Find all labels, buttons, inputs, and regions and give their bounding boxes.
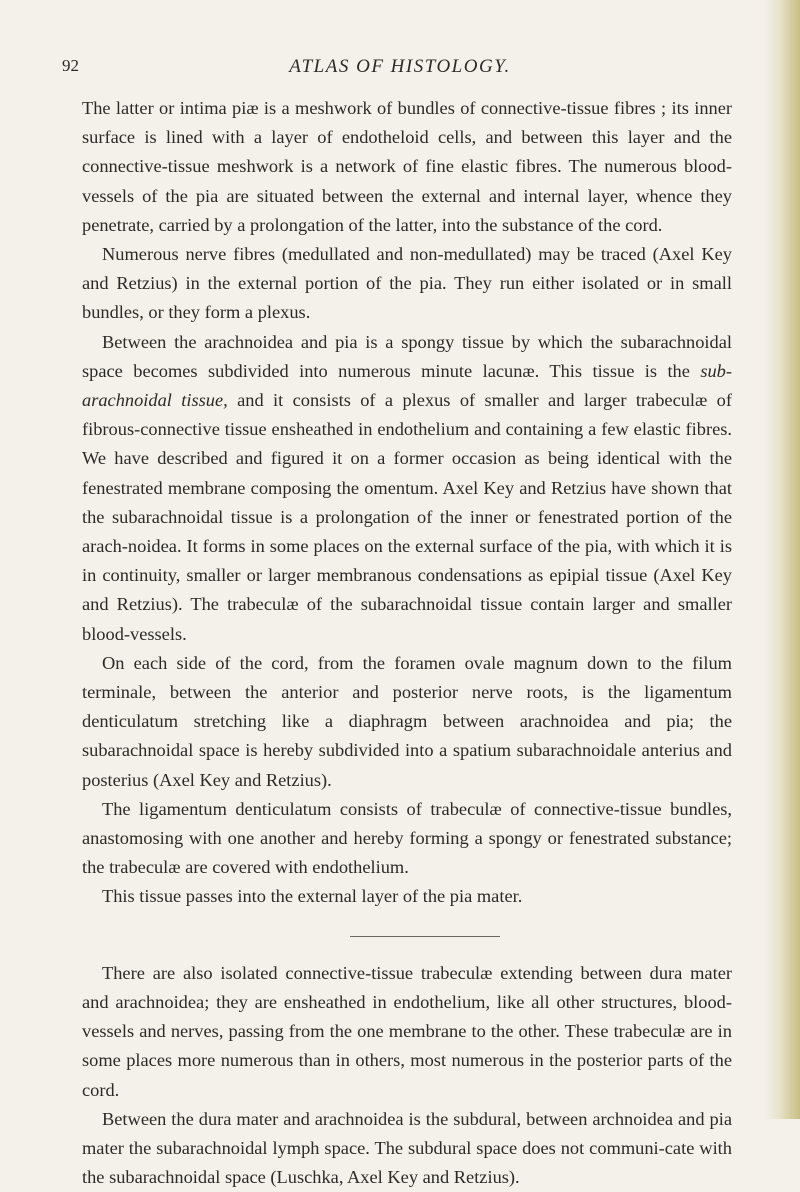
page-header xyxy=(62,56,738,84)
page-number: 92 xyxy=(62,56,79,75)
running-title: ATLAS OF HISTOLOGY. xyxy=(289,56,511,77)
paragraph-intima: The latter or intima piæ is a meshwork of bundles of connective-tissue fibres ; its inner surface is lined with a layer of endotheloid cells, and between this layer and the connective-tissue meshwork is a network of fine elastic fibres. The numerous blood-vessels of the pia are situated between the external and internal layer, whence they penetrate, carried by a prolongation of the latter, into the substance of the cord. xyxy=(82,98,732,235)
paragraph-text-end: and it consists of a plexus of smaller and larger trabeculæ of fibrous-connective tissue ensheathed in endothelium and containing a few elastic fibres. We have described and figured it on a former occasion as being identical with the fenestrated membrane composing the omentum. Axel Key and Retzius have shown that the subarachnoidal tissue is a prolongation of the inner or fenestrated portion of the arach-noidea. It forms in some places on the external surface of the pia, with which it is in continuity, smaller or larger membranous condensations as epipial tissue (Axel Key and Retzius). The trabeculæ of the subarachnoidal tissue contain larger and smaller blood-vessels. xyxy=(82,390,732,644)
page-edge-shadow xyxy=(764,0,800,1119)
paragraph-subarachnoidal-tissue xyxy=(82,328,732,649)
body-text xyxy=(82,94,732,1192)
paragraph-nerve-fibres: Numerous nerve fibres (medullated and non-medullated) may be traced (Axel Key and Retzius) in the external portion of the pia. They run either isolated or in small bundles, or they form a plexus. xyxy=(82,244,732,323)
paragraph-isolated-trabeculae: There are also isolated connective-tissue trabeculæ extending between dura mater and arachnoidea; they are ensheathed in endothelium, like all other structures, blood-vessels and nerves, passing from the one membrane to the other. These trabeculæ are in some places more numerous than in others, most numerous in the posterior parts of the cord. xyxy=(82,962,732,1100)
section-divider xyxy=(350,936,500,937)
italic-term: sub-arachnoidal tissue, xyxy=(82,360,732,411)
paragraph-ligamentum-structure: The ligamentum denticulatum consists of trabeculæ of connective-tissue bundles, anastomosing with one another and hereby forming a spongy or fenestrated substance; the trabeculæ are covered with endothelium. xyxy=(82,798,732,878)
paragraph-ligamentum: On each side of the cord, from the foramen ovale magnum down to the filum terminale, between the anterior and posterior nerve roots, is the ligamentum denticulatum stretching like a diaphragm between arachnoidea and pia; the subarachnoidal space is hereby subdivided into a spatium subarachnoidale anterius and posterius (Axel Key and Retzius). xyxy=(82,652,732,790)
paragraph-lymph-spaces: Between the dura mater and arachnoidea is the subdural, between archnoidea and pia mater the subarachnoidal lymph space. The subdural space does not communi-cate with the subarachnoidal space (Luschka, Axel Key and Retzius). xyxy=(82,1108,732,1188)
paragraph-text-start: Between the arachnoidea and pia is a spongy tissue by which the subarachnoidal space becomes subdivided into numerous minute lacunæ. This tissue is the xyxy=(82,331,732,381)
paragraph-external-layer: This tissue passes into the external layer of the pia mater. xyxy=(102,886,523,907)
